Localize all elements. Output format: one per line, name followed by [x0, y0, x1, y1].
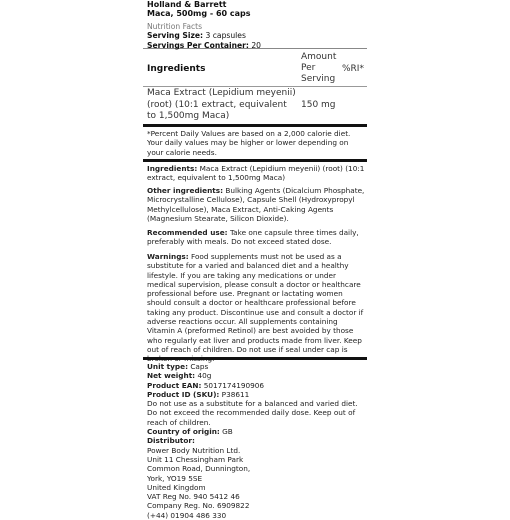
- warnings-text: Food supplements must not be used as a substitute for a varied and balanced diet and a healthy lifestyle. If you are taking any medications or under medical supervision, please consult a doctor or healthcare professional before use. Pregnant or lactating women should consult a doctor or healthcare professional before taking any product. Discontinue use and consult a doctor if adverse reactions occur. All supplements containing Vitamin A (preformed Retinol) are best avoided by those who regularly eat liver and products made from liver. Keep out of reach of children. Do not use if seal under cap is: [147, 252, 364, 354]
- product-ean-label: Product EAN:: [147, 380, 202, 390]
- table-header-divider: [143, 86, 367, 87]
- product-meta: [147, 362, 365, 520]
- distributor-line: York, YO19 5SE: [147, 473, 203, 483]
- servings-per-container: [147, 41, 367, 50]
- footnote-rule: [143, 159, 367, 162]
- origin-value: GB: [222, 427, 233, 437]
- country-of-origin: [147, 427, 365, 436]
- nutrition-label-panel: [143, 0, 367, 520]
- recommended-use-text: Take one capsule three times daily, preferably with meals. Do not exceed stated dose.: [147, 228, 359, 247]
- warnings-label: Warnings:: [147, 252, 189, 261]
- other-ingredients-label: Other ingredients:: [147, 186, 224, 195]
- distributor-line: Power Body Nutrition Ltd.: [147, 445, 241, 455]
- warnings-paragraph: [147, 252, 365, 364]
- origin-label: Country of origin:: [147, 427, 220, 437]
- ingredient-row-amount: 150 mg: [301, 100, 336, 110]
- recommended-use-label: Recommended use:: [147, 228, 228, 237]
- serving-size-value: 3 capsules: [205, 31, 246, 41]
- net-weight: [147, 371, 365, 380]
- distributor-line: United Kingdom: [147, 482, 206, 492]
- product-ean-value: 5017174190906: [203, 380, 265, 390]
- ingredients-paragraph: [147, 164, 365, 183]
- other-ingredients-text: Bulking Agents (Dicalcium Phosphate, Microcrystalline Cellulose), Capsule Shell (Hydroxypropyl Methylcellulose), Maca Extract, Anti-Caking Agents (Magnesium Stearate, Silicon Dioxide).: [147, 186, 365, 223]
- brand-line: Holland & Barrett: [147, 0, 227, 9]
- amount-column-header: Amount Per Serving: [301, 52, 337, 84]
- ingredients-column-header: Ingredients: [147, 64, 206, 74]
- distributor-line: Company Reg. No. 6909822: [147, 501, 250, 511]
- unit-type-label: Unit type:: [147, 362, 188, 371]
- meta-rule: [143, 357, 367, 360]
- table-bottom-rule: [143, 124, 367, 127]
- net-weight-label: Net weight:: [147, 371, 196, 381]
- product-sku-label: Product ID (SKU):: [147, 389, 220, 399]
- product-header: [143, 0, 367, 49]
- product-sku: [147, 390, 365, 399]
- net-weight-value: 40g: [197, 371, 212, 381]
- distributor-line: Common Road, Dunnington,: [147, 464, 251, 474]
- product-line: Maca, 500mg - 60 caps: [147, 9, 251, 18]
- product-ean: [147, 381, 365, 390]
- distributor-line: Unit 11 Chessingham Park: [147, 454, 244, 464]
- product-sku-value: P38611: [221, 389, 250, 399]
- usage-notice: Do not use as a substitute for a balanced and varied diet. Do not exceed the recommended daily dose. Keep out of reach of children.: [147, 399, 358, 427]
- other-ingredients-paragraph: [147, 186, 365, 223]
- ingredients-label: Ingredients:: [147, 164, 198, 173]
- servings-value: 20: [251, 40, 262, 50]
- facts-heading: Nutrition Facts: [147, 22, 203, 31]
- ingredients-text: Maca Extract (Lepidium meyenii) (root) (10:1 extract, equivalent to 1,500mg Maca): [147, 164, 365, 183]
- distributor-label: Distributor:: [147, 436, 195, 446]
- daily-values-footnote: *Percent Daily Values are based on a 2,000 calorie diet. Your daily values may be higher or lower depending on your calorie needs.: [147, 129, 351, 157]
- distributor-line: (+44) 01904 486 330: [147, 510, 227, 520]
- servings-label: Servings Per Container:: [147, 40, 249, 50]
- distributor-line: VAT Reg No. 940 5412 46: [147, 492, 240, 502]
- ingredient-row-name: Maca Extract (Lepidium meyenii) (root) (10:1 extract, equivalent to 1,500mg Maca): [147, 88, 296, 121]
- recommended-use-paragraph: [147, 228, 365, 247]
- serving-size: [147, 31, 367, 40]
- unit-type: [147, 362, 365, 371]
- serving-size-label: Serving Size:: [147, 31, 204, 41]
- ri-column-header: %RI*: [342, 64, 364, 74]
- unit-type-value: Caps: [190, 362, 209, 371]
